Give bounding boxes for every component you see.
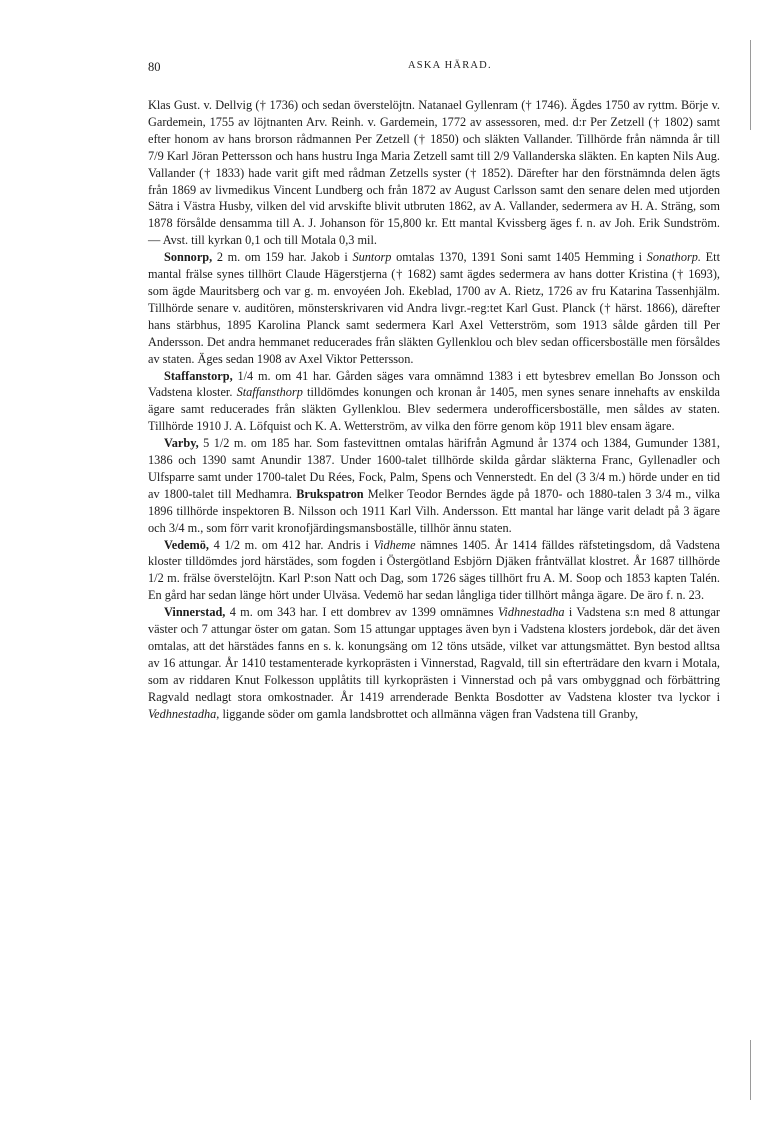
italic-name: Vedhnestadha, (148, 706, 220, 721)
text-run: i Vadstena s:n med 8 attungar väster och 7 attungar öster om gatan. Som 15 attungar upptages även byn i Vadstena klosters jordebok, där det även omtalas, att det härstädes fanns en s. k. konungsäng om 12 töns utsäde, vilket var attungsmättet. Byn bestod alltsa av 16 attungar. År 1410 testamenterade kyrkoprästen i Vinnerstad, Ragvald, till sin efterträdare den kvarn i Motala, som av riddaren Knut Folkesson upplåtits till kyrkoprästen i Vinnerstad och på vars ombyggnad och förbättring Ragvald nedlagt stora omkostnader. År 1419 arrenderade Benkta Bosdotter av Vadstena kloster tva lyckor i (148, 605, 720, 704)
paragraph (148, 537, 720, 605)
entry-heading: Vedemö, (164, 537, 209, 552)
entry-heading: Sonnorp, (164, 250, 213, 265)
entry-heading: Vinnerstad, (164, 605, 226, 620)
paragraph (148, 435, 720, 536)
text-run: liggande söder om gamla landsbrottet och allmänna vägen fran Vadstena till Granby, (219, 706, 639, 721)
scan-edge-mark-bottom (750, 1040, 751, 1100)
scan-edge-mark-top (750, 40, 751, 130)
running-head: ASKA HÄRAD. (408, 60, 492, 71)
paragraph (148, 368, 720, 436)
italic-name: Staffansthorp (236, 385, 303, 400)
text-run: 2 m. om 159 har. Jakob i (212, 250, 353, 265)
italic-name: Vidhnestadha (497, 605, 565, 620)
paragraph (148, 249, 720, 367)
text-run: 4 m. om 343 har. I ett dombrev av 1399 omnämnes (225, 605, 498, 620)
text-run: Melker Teodor Berndes ägde på 1870- och 1880-talen 3 3/4 m., vilka 1896 tillhörde inspektoren B. Nilsson och 1911 Karl Vilh. Andersson. Ett mantal har länge varit deladt på 3 ägare och 3/4 m., som förr varit kronofjärdingsmansboställe, tillhör ännu staten. (148, 486, 721, 535)
text-run: nämnes 1405. År 1414 fälldes räfstetingsdom, då Vadstena kloster tilldömdes jord härstädes, som fogden i Östergötland Esbjörn Djäken fråntvällat klostret. År 1687 tillhörde 1/2 m. frälse överstelöjtn. Karl P:son Natt och Dag, som 1726 säges tillhört fru A. M. Soop och 1853 kapten Talén. En gård har sedan länge hört under Ulväsa. Vedemö har sedan långliga tider tillhört många ägare. De äro f. n. 23. (148, 537, 720, 603)
entry-heading: Brukspatron (296, 486, 364, 501)
paragraph (148, 604, 720, 722)
italic-name: Suntorp (352, 250, 392, 265)
text-run: Klas Gust. v. Dellvig († 1736) och sedan överstelöjtn. Natanael Gyllenram († 1746). Ägdes 1750 av ryttm. Börje v. Gardemein, 1755 av löjtnanten Arv. Reinh. v. Gardemein, 1772 av assessoren, med. d:r Per Zetzell († 1802) samt efter honom av hans brorson rådmannen Per Zetzell († 1850) och släkten Vallander. Tillhörde från nämnda år till 7/9 Karl Jöran Pettersson och hans hustru Inga Maria Zetzell samt till 2/9 Vallanderska släkten. En kapten Nils Aug. Vallander († 1833) hade varit gift med rådman Zetzells syster († 1852). Därefter har den förstnämnda delen ägts från 1869 av livmedikus Vincent Lundberg och från 1872 av August Carlsson samt den senare delen med utjorden Sätra i Västra Husby, vilken del vid arvskifte blivit utbruten 1862, av A. Vallander, sedermera av H. A. Sträng, som 1878 försålde densamma till A. J. Johanson för 15,800 kr. Ett mantal Kvissberg äges f. n. av Joh. Erik Sundström. — Avst. till kyrkan 0,1 och till Motala 0,3 mil. (148, 98, 720, 248)
page-number: 80 (148, 60, 161, 74)
text-run: 4 1/2 m. om 412 har. Andris i (208, 537, 374, 552)
entry-heading: Varby, (164, 436, 199, 451)
entry-heading: Staffanstorp, (164, 368, 233, 383)
italic-name: Vidheme (373, 537, 416, 552)
text-run: Ett mantal frälse synes tillhört Claude Hägerstjerna († 1682) samt ägdes sedermera av hans dotter Kristina († 1693), som ägde Mauritsberg och var g. m. envoyéen Joh. Ekeblad, 1700 av A. Rietz, 1726 av fru Katarina Tassenhjälm. Tillhörde senare v. auditören, mönsterskrivaren vid Andra livgr.-reg:tet Karl Gust. Planck († härst. 1866), därefter hans stärbhus, 1895 Karolina Planck samt sedermera Karl Axel Vetterström, som 1913 sålde gården till Per Andersson. Det andra hemmanet reducerades från släkten Gyllenklou och blev sedan officersboställe men försåldes av staten. Äges sedan 1908 av Axel Viktor Pettersson. (148, 250, 720, 366)
text-run: 1/4 m. om 41 har. Gården säges vara omnämnd 1383 i ett bytesbrev emellan Bo Jonsson och Vadstena kloster. (148, 368, 720, 400)
text-run: omtalas 1370, 1391 Soni samt 1405 Hemming i (391, 250, 647, 265)
body-text (148, 97, 720, 723)
italic-name: Sonathorp. (646, 250, 701, 265)
page-header (148, 60, 718, 80)
text-run: 5 1/2 m. om 185 har. Som fastevittnen omtalas härifrån Agmund år 1374 och 1384, Gumunder 1381, 1386 och 1390 samt Anundir 1387. Under 1600-talet tillhörde skilda gårdar släkterna Franc, Gyllenadler och Ulfsparre samt under 1700-talet Du Rées, Fock, Palm, Spens och Vennerstedt. En del (3 3/4 m.) hörde under en tid av 1800-talet till Medhamra. (148, 436, 720, 501)
paragraph (148, 97, 720, 249)
text-run: tilldömdes konungen och kronan år 1405, men synes senare innehafts av enskilda ägare samt reducerades från släkten Gyllenklou. Blev sedermera underofficersboställe, men såldes av staten. Tillhörde 1910 J. A. Löfquist och K. A. Wetterström, av vilka den förre genom köp 1911 blev ensam ägare. (148, 385, 720, 434)
